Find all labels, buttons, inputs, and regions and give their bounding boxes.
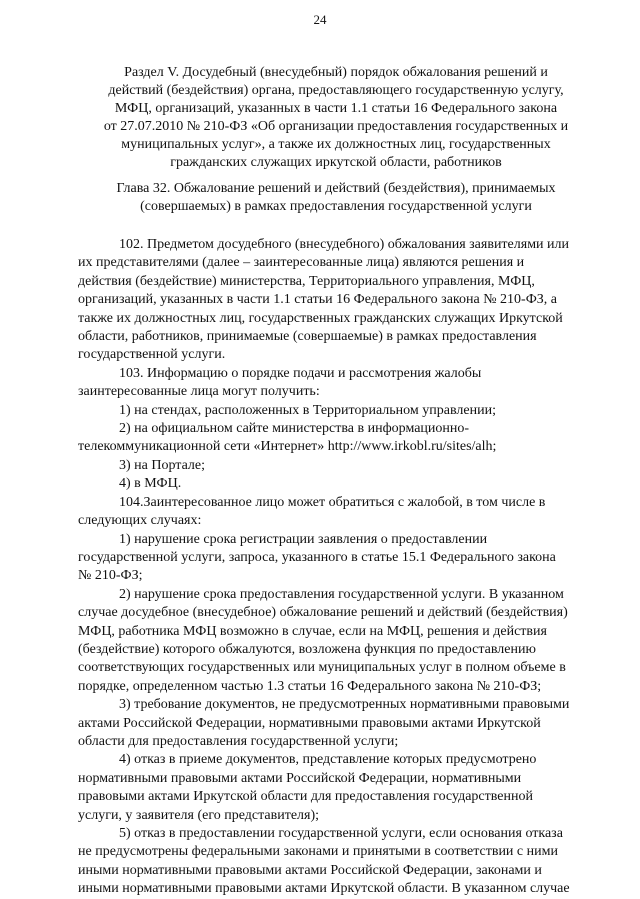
case-item-5: 5) отказ в предоставлении государственной услуги, если основания отказа не предусмотрены федеральными законами и принятыми в соответствии с ними иными нормативными правовыми актами Российской Федерации, законами и иными нормативными правовыми актами Иркутской области. В указанном случае [78, 826, 570, 897]
case-item-2: 2) нарушение срока предоставления государственной услуги. В указанном случае досудебное (внесудебное) обжалование решений и действий (бездействия) МФЦ, работника МФЦ возможно в случае, если на МФЦ, решения и действия (бездействие) которого обжалуются, возложена функция по предоставлению соответствующих государственных или муниципальных услуг в полном объеме в порядке, определенном частью 1.3 статьи 16 Федерального закона № 210-ФЗ; [78, 586, 568, 694]
chapter-heading-text: Глава 32. Обжалование решений и действий (бездействия), принимаемых (совершаемых) в рамках предоставления государственной услуги [116, 181, 556, 214]
case-item-3: 3) требование документов, не предусмотренных нормативными правовыми актами Российской Федерации, нормативными правовыми актами Иркутской области для предоставления государственной услуги; [78, 697, 570, 749]
list-item-2: 2) на официальном сайте министерства в информационно- телекоммуникационной сети «Интернет» http://www.irkobl.ru/sites/alh; [78, 421, 497, 455]
page-number: 24 [313, 12, 327, 27]
list-item-3: 3) на Портале; [119, 457, 206, 473]
document-body [78, 236, 612, 899]
list-item-1: 1) на стендах, расположенных в Территориальном управлении; [119, 402, 496, 418]
section-heading-text: Раздел V. Досудебный (внесудебный) порядок обжалования решений и действий (бездействия) органа, предоставляющего государственную услугу, МФЦ, организаций, указанных в части 1.1 статьи 16 Федерального закона от 27.07.2010 № 210-ФЗ «Об организации предоставления государственных и муниципальных услуг», а также их должностных лиц, государственных гражданских служащих иркутской области, работников [103, 65, 569, 170]
paragraph-103: 103. Информацию о порядке подачи и рассмотрения жалобы заинтересованные лица могут получить: [78, 365, 482, 400]
case-item-4: 4) отказ в приеме документов, представление которых предусмотрено нормативными правовыми актами Российской Федерации, нормативными правовыми актами Иркутской области для предоставления государственной услуги, у заявителя (его представителя); [78, 752, 537, 823]
paragraph-102: 102. Предметом досудебного (внесудебного) обжалования заявителями или их представителями (далее – заинтересованные лица) являются решения и действия (бездействие) министерства, Территориального управления, МФЦ, организаций, указанных в части 1.1 статьи 16 Федерального закона № 210-ФЗ, а также их должностных лиц, государственных гражданских служащих Иркутской области, работников, принимаемые (совершаемые) в рамках предоставления государственной услуги. [78, 237, 570, 363]
paragraph-104: 104.Заинтересованное лицо может обратиться с жалобой, в том числе в следующих случаях: [78, 494, 546, 529]
list-item-4: 4) в МФЦ. [119, 476, 182, 492]
case-item-1: 1) нарушение срока регистрации заявления о предоставлении государственной услуги, запроса, указанного в статье 15.1 Федерального закона № 210-ФЗ; [78, 531, 556, 584]
chapter-heading [60, 180, 612, 216]
section-heading [60, 64, 612, 172]
